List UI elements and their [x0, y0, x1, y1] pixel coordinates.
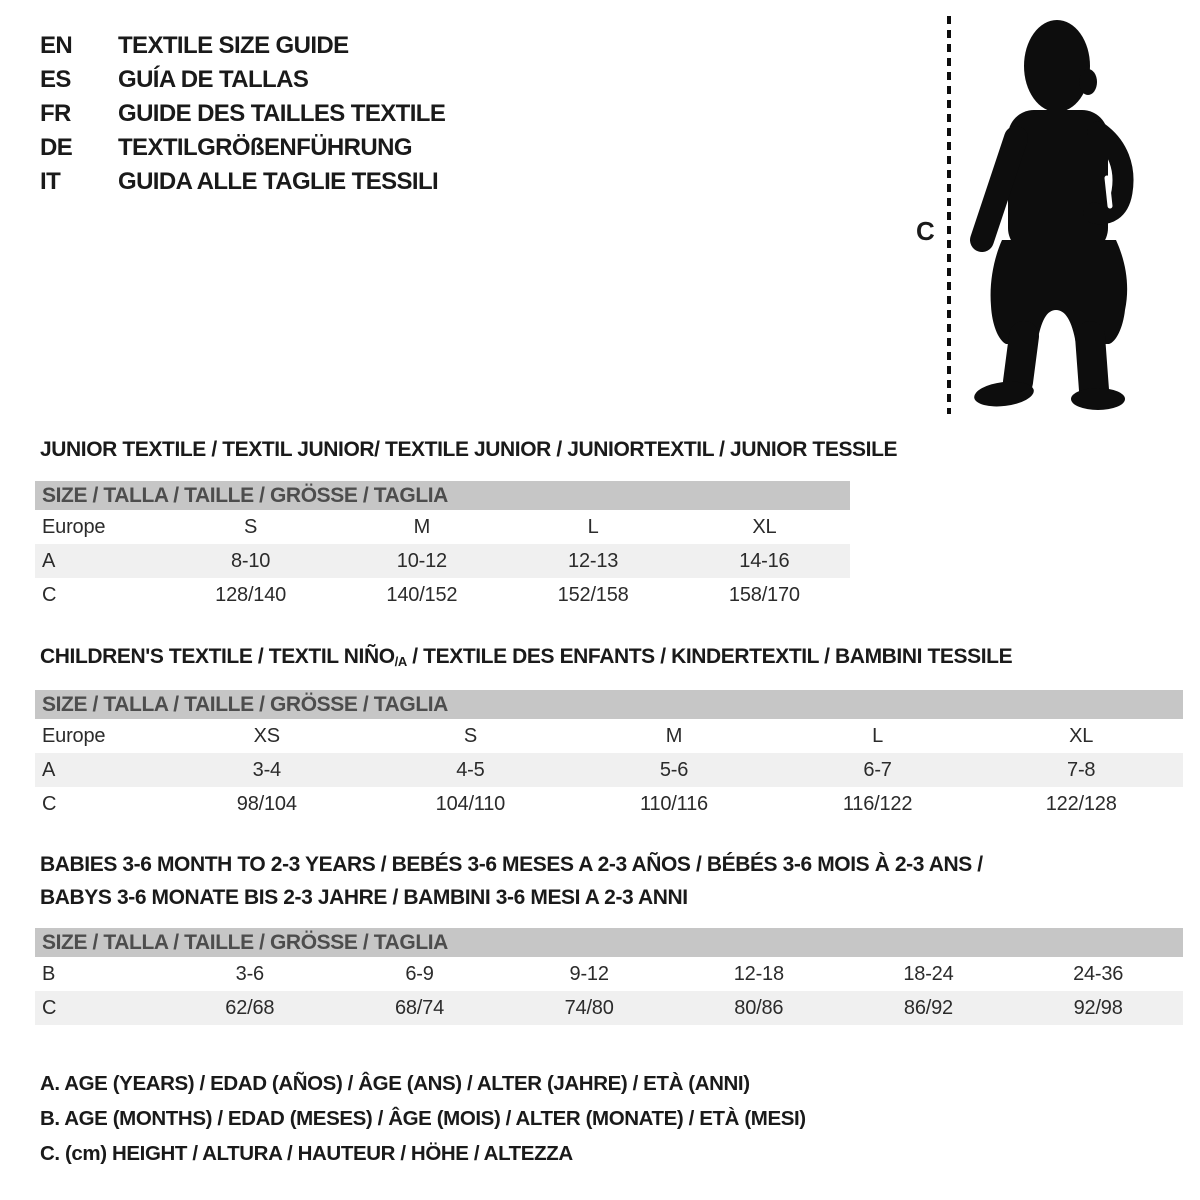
table-row [35, 578, 850, 612]
children-title-prefix: CHILDREN'S TEXTILE / TEXTIL NIÑO [40, 645, 395, 668]
height-cell: 104/110 [435, 792, 506, 815]
height-cell: 68/74 [335, 991, 505, 1025]
table-row [35, 719, 1183, 753]
row-label: C [35, 991, 165, 1025]
language-list [40, 29, 445, 199]
size-cell: L [872, 724, 884, 747]
legend-line-c: C. (cm) HEIGHT / ALTURA / HAUTEUR / HÖHE / ALTEZZA [40, 1141, 573, 1165]
language-code: FR [40, 100, 71, 127]
age-cell: 14-16 [679, 544, 850, 578]
height-measure-label: C [916, 216, 935, 246]
language-row [40, 29, 445, 63]
language-label: GUÍA DE TALLAS [118, 66, 309, 93]
size-cell: S [463, 724, 477, 747]
height-cell: 140/152 [386, 583, 458, 606]
measure-legend [40, 1066, 806, 1171]
babies-size-table [35, 928, 1183, 1025]
language-row [40, 131, 445, 165]
table-row [35, 957, 1183, 991]
table-header-row [35, 690, 1183, 719]
legend-line-b: B. AGE (MONTHS) / EDAD (MESES) / ÂGE (MOIS) / ALTER (MONATE) / ETÀ (MESI) [40, 1106, 806, 1130]
children-title-sub: /A [394, 654, 407, 669]
row-label: A [35, 753, 165, 787]
size-cell: M [665, 724, 683, 747]
size-cell: L [587, 515, 599, 538]
height-cell: 74/80 [504, 991, 674, 1025]
row-label: C [42, 792, 57, 815]
age-cell: 12-13 [508, 544, 679, 578]
table-row [35, 510, 850, 544]
age-cell: 8-10 [165, 544, 336, 578]
language-label: GUIDE DES TAILLES TEXTILE [118, 100, 446, 127]
age-cell: 7-8 [979, 753, 1183, 787]
children-size-table [35, 690, 1183, 821]
height-cell: 110/116 [640, 792, 708, 815]
size-header-bar: SIZE / TALLA / TAILLE / GRÖSSE / TAGLIA [35, 690, 1183, 719]
legend-line-a: A. AGE (YEARS) / EDAD (AÑOS) / ÂGE (ANS) / ALTER (JAHRE) / ETÀ (ANNI) [40, 1071, 750, 1095]
language-label: GUIDA ALLE TAGLIE TESSILI [118, 168, 439, 195]
months-cell: 18-24 [903, 962, 954, 985]
language-row [40, 165, 445, 199]
size-header-bar: SIZE / TALLA / TAILLE / GRÖSSE / TAGLIA [35, 928, 1183, 957]
months-cell: 24-36 [1073, 962, 1124, 985]
babies-title-line2: BABYS 3-6 MONATE BIS 2-3 JAHRE / BAMBINI 3-6 MESI A 2-3 ANNI [40, 886, 688, 909]
language-row [40, 63, 445, 97]
language-code: EN [40, 32, 73, 59]
row-label: Europe [42, 724, 106, 747]
age-cell: 4-5 [369, 753, 573, 787]
height-cell: 86/92 [844, 991, 1014, 1025]
language-code: DE [40, 134, 73, 161]
table-row [35, 544, 850, 578]
age-cell: 3-4 [165, 753, 369, 787]
babies-title-line1: BABIES 3-6 MONTH TO 2-3 YEARS / BEBÉS 3-6 MESES A 2-3 AÑOS / BÉBÉS 3-6 MOIS À 2-3 ANS / [40, 853, 983, 876]
row-label: B [42, 962, 56, 985]
table-header-row [35, 928, 1183, 957]
children-section-title [40, 640, 1012, 678]
language-row [40, 97, 445, 131]
size-cell: XS [253, 724, 280, 747]
row-label: C [42, 583, 57, 606]
months-cell: 9-12 [569, 962, 609, 985]
height-cell: 128/140 [215, 583, 287, 606]
junior-size-table [35, 481, 850, 612]
language-code: IT [40, 168, 61, 195]
size-cell: M [413, 515, 431, 538]
size-header-bar: SIZE / TALLA / TAILLE / GRÖSSE / TAGLIA [35, 481, 850, 510]
table-row [35, 787, 1183, 821]
toddler-silhouette-image [966, 16, 1138, 414]
height-cell: 116/122 [842, 792, 913, 815]
age-cell: 10-12 [336, 544, 507, 578]
table-row [35, 991, 1183, 1025]
babies-section-title [40, 848, 983, 914]
months-cell: 12-18 [733, 962, 784, 985]
junior-section-title: JUNIOR TEXTILE / TEXTIL JUNIOR/ TEXTILE JUNIOR / JUNIORTEXTIL / JUNIOR TESSILE [40, 438, 898, 461]
language-label: TEXTILGRÖßENFÜHRUNG [118, 134, 412, 161]
height-cell: 80/86 [674, 991, 844, 1025]
height-cell: 62/68 [165, 991, 335, 1025]
age-cell: 6-7 [776, 753, 980, 787]
table-row [35, 753, 1183, 787]
language-label: TEXTILE SIZE GUIDE [118, 32, 349, 59]
size-cell: XL [752, 515, 777, 538]
height-cell: 152/158 [557, 583, 629, 606]
row-label: A [35, 544, 165, 578]
height-cell: 122/128 [1045, 792, 1117, 815]
months-cell: 6-9 [405, 962, 434, 985]
age-cell: 5-6 [572, 753, 776, 787]
months-cell: 3-6 [235, 962, 264, 985]
language-code: ES [40, 66, 71, 93]
size-cell: S [244, 515, 258, 538]
height-cell: 98/104 [236, 792, 297, 815]
table-header-row [35, 481, 850, 510]
height-cell: 158/170 [728, 583, 800, 606]
height-cell: 92/98 [1013, 991, 1183, 1025]
row-label: Europe [42, 515, 106, 538]
height-measure-dashed-line [947, 16, 951, 414]
children-title-suffix: / TEXTILE DES ENFANTS / KINDERTEXTIL / BAMBINI TESSILE [406, 645, 1013, 668]
size-cell: XL [1069, 724, 1094, 747]
